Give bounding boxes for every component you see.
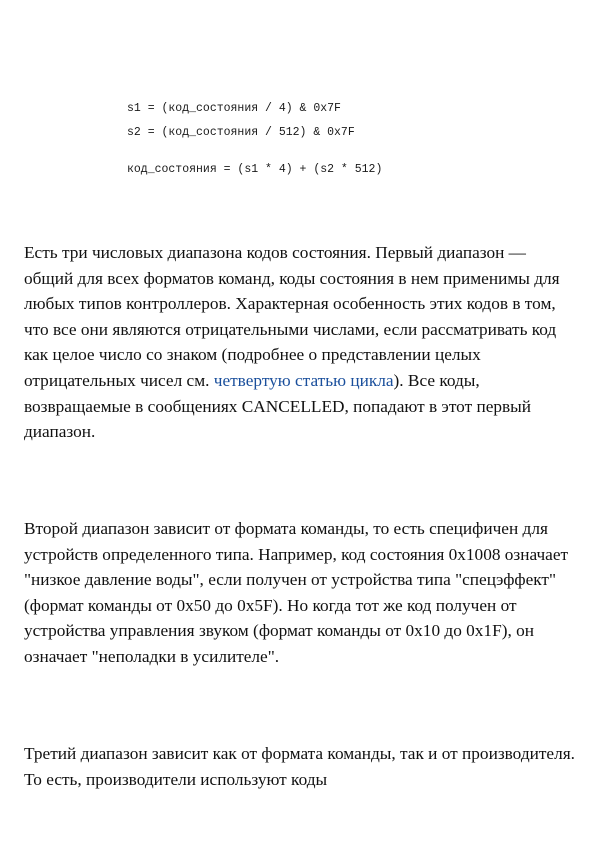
paragraph-third-range: Третий диапазон зависит как от формата команды, так и от производителя. То есть, производители используют коды	[24, 744, 575, 789]
paragraph-second-range: Второй диапазон зависит от формата команды, то есть специфичен для устройств определенного типа. Например, код состояния 0x1008 означает "низкое давление воды", если получен от устройства типа "спецэффект" (формат команды от 0x50 до 0x5F). Но когда тот же код получен от устройства управления звуком (формат команды от 0x10 до 0x1F), он означает "неполадки в усилителе".	[24, 519, 569, 666]
code-line-s1: s1 = (код_состояния / 4) & 0x7F	[127, 102, 341, 115]
paragraph-first-range-text-before: Есть три числовых диапазона кодов состояния. Первый диапазон — общий для всех форматов команд, коды состояния в нем применимы для любых типов контроллеров. Характерная особенность этих кодов в том, что все они являются отрицательными числами, если рассматривать код как целое число со знаком (подробнее о представлении целых отрицательных чисел см.	[24, 243, 560, 390]
paragraph-first-range-text-after: ). Все коды, возвращаемые в сообщениях CANCELLED, попадают в этот первый диапазон.	[24, 370, 532, 442]
code-line-s2: s2 = (код_состояния / 512) & 0x7F	[127, 126, 355, 139]
paragraph-first-range	[24, 240, 576, 445]
article-link[interactable]: четвертую статью цикла	[213, 370, 394, 390]
code-line-status-code: код_состояния = (s1 * 4) + (s2 * 512)	[127, 163, 383, 176]
